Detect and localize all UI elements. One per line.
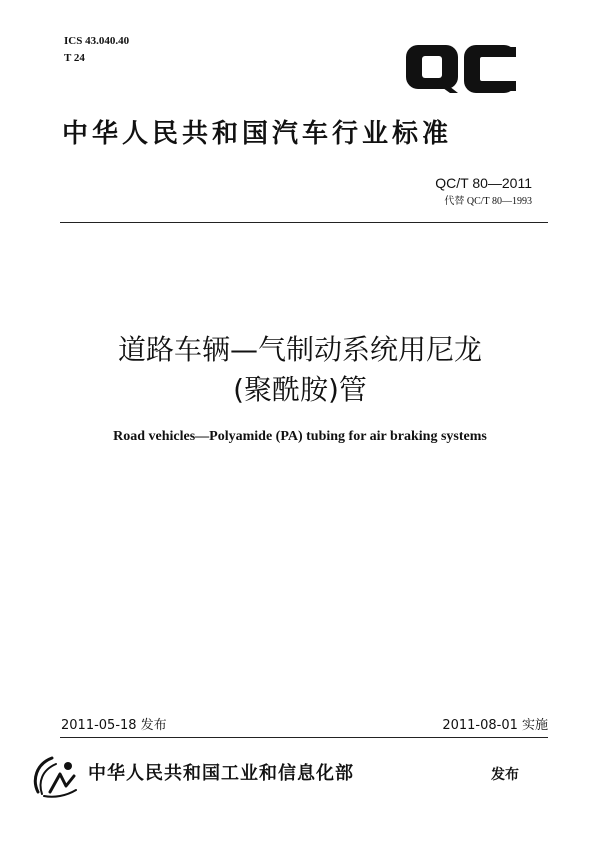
title-zh-line2: (聚酰胺)管	[233, 373, 367, 406]
ministry-emblem-icon	[30, 752, 80, 798]
publish-date: 2011-05-18 发布	[61, 718, 167, 733]
document-title-zh	[0, 330, 600, 410]
title-zh-line1: 道路车辆—气制动系统用尼龙	[117, 333, 482, 366]
issuing-ministry: 中华人民共和国工业和信息化部	[88, 763, 354, 784]
bottom-divider	[60, 737, 548, 738]
standard-number: QC/T 80—2011	[435, 175, 532, 191]
top-divider	[60, 222, 548, 223]
qc-logo-icon	[402, 43, 520, 95]
standard-category-title: 中华人民共和国汽车行业标准	[62, 119, 453, 149]
implementation-date: 2011-08-01 实施	[442, 718, 548, 733]
replaces-note: 代替 QC/T 80—1993	[444, 196, 532, 207]
document-title-en: Road vehicles—Polyamide (PA) tubing for air braking systems	[113, 429, 487, 444]
ics-code: ICS 43.040.40	[64, 35, 130, 47]
classification-code: T 24	[64, 52, 85, 64]
issue-label: 发布	[491, 767, 519, 783]
